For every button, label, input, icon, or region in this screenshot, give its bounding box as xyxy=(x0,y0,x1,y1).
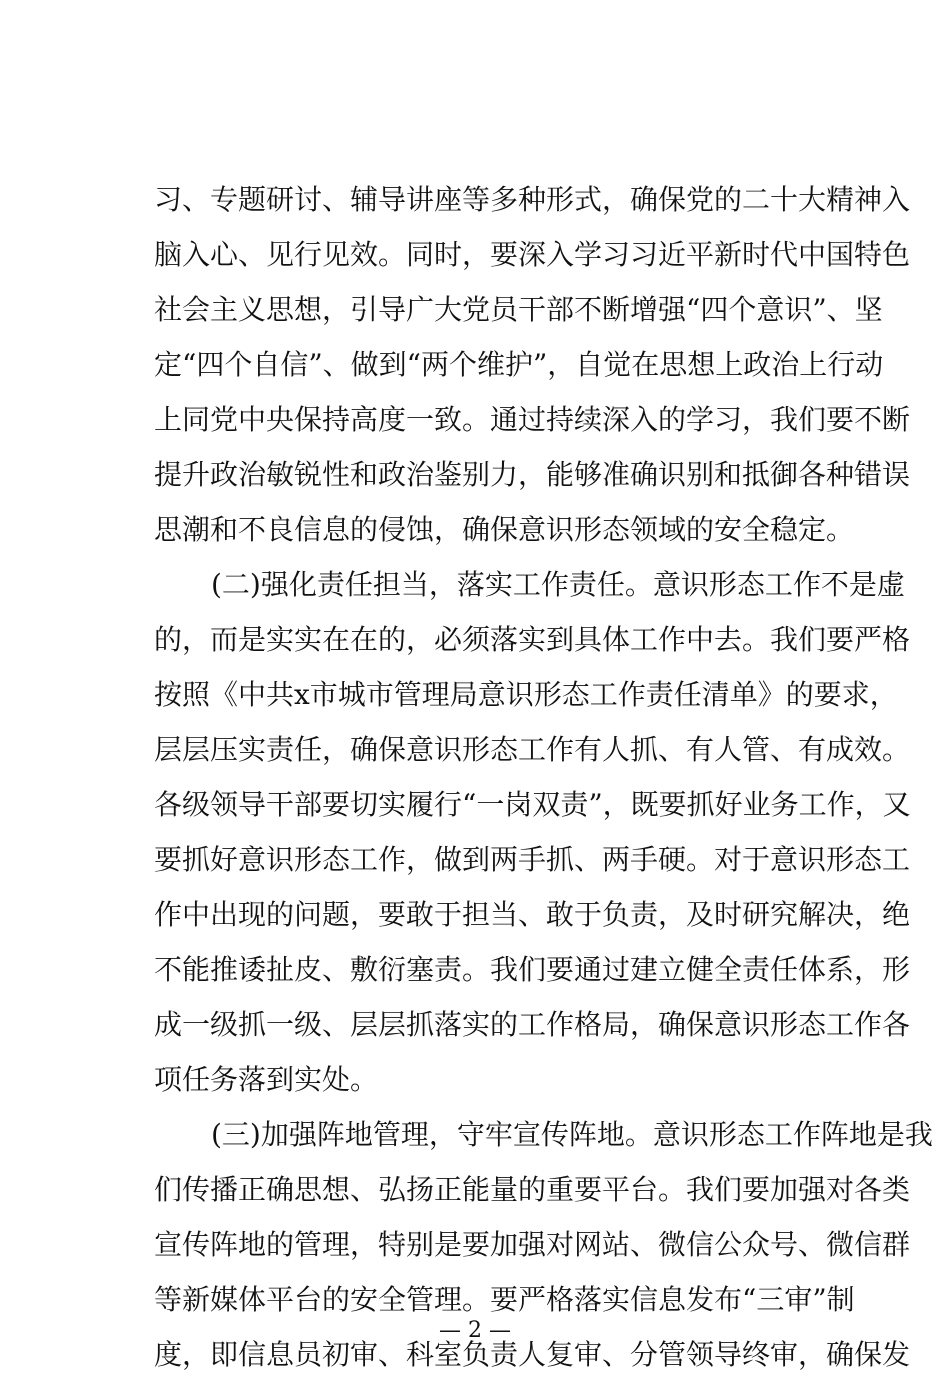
section-heading-line: (三)加强阵地管理，守牢宣传阵地。意识形态工作阵地是我 xyxy=(211,1118,933,1151)
body-text-line: 的，而是实实在在的，必须落实到具体工作中去。我们要严格 xyxy=(154,623,911,656)
body-text-line: 按照《中共x市城市管理局意识形态工作责任清单》的要求， xyxy=(154,678,898,711)
body-text-line: 要抓好意识形态工作，做到两手抓、两手硬。对于意识形态工 xyxy=(154,843,911,876)
page-number: — 2 — xyxy=(439,1318,511,1343)
body-text-line: 上同党中央保持高度一致。通过持续深入的学习，我们要不断 xyxy=(154,403,911,436)
section-heading-line: (二)强化责任担当，落实工作责任。意识形态工作不是虚 xyxy=(211,568,905,601)
body-text-line: 宣传阵地的管理，特别是要加强对网站、微信公众号、微信群 xyxy=(154,1228,911,1261)
body-text-line: 社会主义思想，引导广大党员干部不断增强“四个意识”、坚 xyxy=(154,293,883,326)
body-text-line: 各级领导干部要切实履行“一岗双责”，既要抓好业务工作，又 xyxy=(154,788,911,821)
body-text-line: 项任务落到实处。 xyxy=(154,1063,379,1096)
body-text-line: 定“四个自信”、做到“两个维护”，自觉在思想上政治上行动 xyxy=(154,348,884,381)
body-text-line: 脑入心、见行见效。同时，要深入学习习近平新时代中国特色 xyxy=(154,238,911,271)
body-text-line: 层层压实责任，确保意识形态工作有人抓、有人管、有成效。 xyxy=(154,733,911,766)
body-text-line: 思潮和不良信息的侵蚀，确保意识形态领域的安全稳定。 xyxy=(154,513,855,546)
body-text-line: 成一级抓一级、层层抓落实的工作格局，确保意识形态工作各 xyxy=(154,1008,911,1041)
body-text-line: 不能推诿扯皮、敷衍塞责。我们要通过建立健全责任体系，形 xyxy=(154,953,911,986)
body-text-line: 度，即信息员初审、科室负责人复审、分管领导终审，确保发 xyxy=(154,1338,911,1371)
body-text-line: 等新媒体平台的安全管理。要严格落实信息发布“三审”制 xyxy=(154,1283,855,1316)
body-text-line: 提升政治敏锐性和政治鉴别力，能够准确识别和抵御各种错误 xyxy=(154,458,911,491)
body-text-line: 作中出现的问题，要敢于担当、敢于负责，及时研究解决，绝 xyxy=(154,898,911,931)
body-text-line: 们传播正确思想、弘扬正能量的重要平台。我们要加强对各类 xyxy=(154,1173,911,1206)
body-text-line: 习、专题研讨、辅导讲座等多种形式，确保党的二十大精神入 xyxy=(154,183,911,216)
